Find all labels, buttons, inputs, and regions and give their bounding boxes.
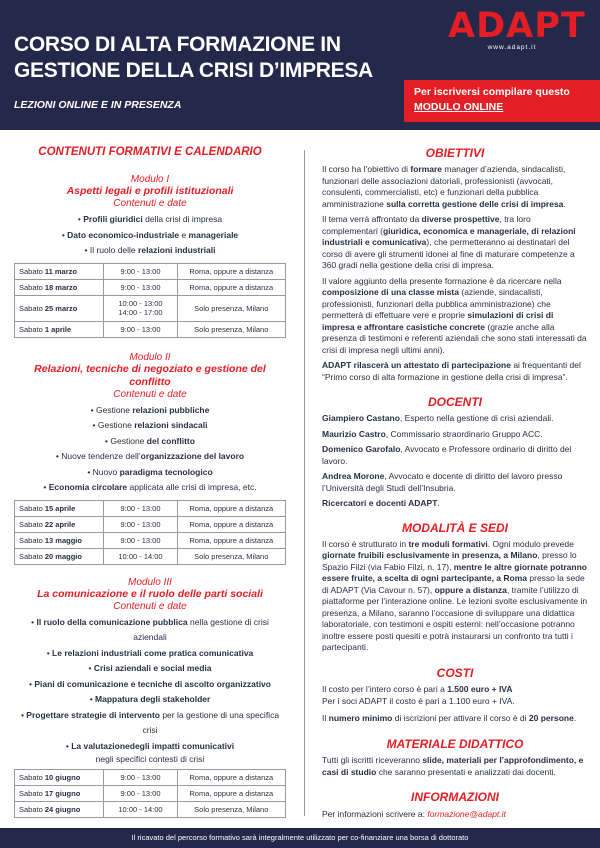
schedule-time: 9:00 - 13:00 (104, 786, 177, 802)
schedule-date: Sabato 10 giugno (15, 770, 104, 786)
schedule-date: Sabato 24 giugno (15, 802, 104, 818)
schedule-date: Sabato 11 marzo (15, 263, 104, 279)
schedule-time: 10:00 - 14:00 (104, 802, 177, 818)
schedule-time: 10:00 - 13:00 14:00 - 17:00 (104, 295, 177, 321)
topic-item: • Profili giuridici della crisi di impresa (14, 212, 286, 228)
module-block (14, 352, 286, 565)
schedule-mode: Roma, oppure a distanza (177, 263, 285, 279)
schedule-row (15, 500, 286, 516)
schedule-time: 9:00 - 13:00 (104, 516, 177, 532)
costi-line3: Il numero minimo di iscrizioni per attivare il corso è di 20 persone. (322, 712, 577, 723)
schedule-row (15, 321, 286, 337)
schedule-date: Sabato 18 marzo (15, 279, 104, 295)
schedule-row (15, 279, 286, 295)
module-topics (14, 615, 286, 766)
left-column (14, 146, 286, 818)
cta-text: Per iscriversi compilare questo (414, 86, 570, 98)
informazioni-title: INFORMAZIONI (411, 790, 499, 804)
schedule-date: Sabato 1 aprile (15, 321, 104, 337)
module-heading (14, 352, 286, 400)
schedule-table (14, 769, 286, 818)
schedule-mode: Roma, oppure a distanza (177, 532, 285, 548)
module-heading (14, 174, 286, 209)
docente-item: Maurizio Castro, Commissario straordinario Gruppo ACC. (322, 428, 543, 439)
docente-item: Andrea Morone, Avvocato e docente di diritto del lavoro presso l’Università degli Studi dell’Insubria. (322, 471, 563, 493)
logo-url: www.adapt.it (487, 44, 537, 51)
schedule-date: Sabato 25 marzo (15, 295, 104, 321)
topic-item: • Gestione relazioni sindacali (14, 418, 286, 434)
docenti-title: DOCENTI (428, 395, 482, 409)
module-number: Modulo III (128, 576, 172, 588)
topic-item: • Piani di comunicazione e tecniche di ascolto organizzativo (14, 677, 286, 693)
topic-item: • Gestione del conflitto (14, 434, 286, 450)
topic-item: • Nuovo paradigma tecnologico (14, 465, 286, 481)
module-block (14, 577, 286, 819)
costi-title: COSTI (436, 665, 474, 680)
schedule-mode: Solo presenza, Milano (177, 295, 285, 321)
schedule-mode: Solo presenza, Milano (177, 802, 285, 818)
topic-item: • Progettare strategie di intervento per la gestione di una specifica crisi (14, 708, 286, 739)
schedule-row (15, 770, 286, 786)
schedule-date: Sabato 22 aprile (15, 516, 104, 532)
adapt-logo[interactable] (448, 6, 586, 51)
docente-item: Giampiero Castano, Esperto nella gestione di crisi aziendali. (322, 413, 554, 423)
schedule-mode: Solo presenza, Milano (177, 321, 285, 337)
topic-item: • Crisi aziendali e social media (14, 661, 286, 677)
schedule-mode: Roma, oppure a distanza (177, 786, 285, 802)
topic-item: • Mappatura degli stakeholder (14, 692, 286, 708)
schedule-date: Sabato 17 giugno (15, 786, 104, 802)
topic-item: • Il ruolo delle relazioni industriali (14, 243, 286, 259)
module-heading (14, 577, 286, 612)
schedule-table (14, 500, 286, 565)
schedule-table (14, 263, 286, 338)
course-title: CORSO DI ALTA FORMAZIONE IN GESTIONE DELLA CRISI D’IMPRESA (14, 33, 373, 82)
module-number: Modulo II (129, 351, 171, 363)
obiettivi-p2: Il tema verrà affrontato da diverse prospettive, tra loro complementari (giuridica, economica e manageriale, di relazioni industriali e comunicativa), che permetteranno ai destinatari del corso di avere gli strumenti idonei al fine di maturare competenze a 360 gradi nella gestione della crisi di impresa. (322, 214, 576, 270)
materiale-title: MATERIALE DIDATTICO (386, 737, 524, 751)
schedule-date: Sabato 20 maggio (15, 548, 104, 564)
topic-item: • Le relazioni industriali come pratica comunicativa (14, 646, 286, 662)
footer-banner: Il ricavato del percorso formativo sarà integralmente utilizzato per co-finanziare una borsa di dottorato (0, 828, 600, 848)
docenti-list (322, 413, 588, 510)
materiale-p1: Tutti gli iscritti riceveranno slide, materiali per l’approfondimento, e casi di studio che saranno presentati e analizzati dai docenti. (322, 755, 584, 777)
modalita-title: MODALITÀ E SEDI (401, 520, 508, 535)
schedule-time: 9:00 - 13:00 (104, 263, 177, 279)
course-subtitle: LEZIONI ONLINE E IN PRESENZA (14, 99, 182, 111)
module-number: Modulo I (130, 174, 170, 185)
schedule-time: 9:00 - 13:00 (104, 321, 177, 337)
module-name: Relazioni, tecniche di negoziato e gestione del conflitto (34, 362, 266, 388)
docente-item: Domenico Garofalo, Avvocato e Professore ordinario di diritto del lavoro. (322, 444, 572, 466)
schedule-time: 9:00 - 13:00 (104, 770, 177, 786)
module-contents-label: Contenuti e date (113, 388, 187, 400)
module-topics (14, 212, 286, 259)
informazioni-text: Per informazioni scrivere a: formazione@adapt.it (322, 809, 506, 819)
topic-item: • Nuove tendenze dell’organizzazione del lavoro (14, 449, 286, 465)
schedule-row (15, 802, 286, 818)
header-banner (0, 0, 600, 130)
contact-email-link[interactable]: formazione@adapt.it (427, 809, 506, 819)
modalita-p1: Il corso è strutturato in tre moduli formativi. Ogni modulo prevede giornate fruibili esclusivamente in presenza, a Milano, presso lo Spazio Filzi (via Fabio Filzi, n. 17), mentre le altre giornate potranno essere fruite, a scelta di ogni partecipante, a Roma presso la sede di ADAPT (Via Cavour n. 57), oppure a distanza, tramite l’utilizzo di piattaforme per l’interazione online. Le lezioni svolte esclusivamente in presenza, a Milano, saranno l’occasione di sviluppare una didattica laboratoriale, con testimoni e ospiti esterni: nell’occasione potranno inoltre essere posti quesiti e potrà instaurarsi un confronto tra tutti i partecipanti. (322, 538, 588, 652)
module-contents-label: Contenuti e date (113, 600, 187, 612)
topic-item: • Gestione relazioni pubbliche (14, 403, 286, 419)
module-name: La comunicazione e il ruolo delle parti sociali (37, 587, 263, 600)
column-divider (304, 150, 305, 816)
schedule-time: 10:00 - 14:00 (104, 548, 177, 564)
schedule-row (15, 786, 286, 802)
costi-line2: Per i soci ADAPT il costo è pari a 1.100 euro + IVA. (322, 696, 515, 706)
schedule-mode: Roma, oppure a distanza (177, 500, 285, 516)
schedule-time: 9:00 - 13:00 (104, 279, 177, 295)
module-name: Aspetti legali e profili istituzionali (66, 185, 234, 197)
topic-item: • Dato economico-industriale e manageriale (14, 228, 286, 244)
schedule-date: Sabato 15 aprile (15, 500, 104, 516)
signup-callout (404, 80, 600, 122)
obiettivi-p1: Il corso ha l’obiettivo di formare manager d’azienda, sindacalisti, funzionari delle associazioni datoriali, professionisti (avvocati, consulenti, commercialisti, etc) e funzionari della pubblica amministrazione sulla corretta gestione delle crisi di impresa. (322, 164, 566, 209)
schedule-row (15, 516, 286, 532)
topic-item: • Economia circolare applicata alle crisi di impresa, etc. (14, 480, 286, 496)
module-block (14, 174, 286, 338)
schedule-mode: Roma, oppure a distanza (177, 279, 285, 295)
module-topics (14, 403, 286, 496)
obiettivi-p3: Il valore aggiunto della presente formazione è da ricercare nella composizione di una classe mista (aziende, sindacalisti, professionisti, funzionari della pubblica amministrazione) che permetterà di effettuare vere e proprie simulazioni di crisi di impresa e affrontare casistiche concrete (grazie anche alla presenza di testimoni e referenti aziendali che sono stati interessati da crisi di impresa negli ultimi anni). (322, 275, 587, 355)
schedule-row (15, 532, 286, 548)
topic-tail: negli specifici contesti di crisi (95, 754, 205, 764)
schedule-time: 9:00 - 13:00 (104, 500, 177, 516)
right-column (322, 146, 588, 821)
topic-item: • La valutazionedegli impatti comunicativi (14, 739, 286, 755)
costi-line1: Il costo per l’intero corso è pari a 1.500 euro + IVA (322, 683, 513, 694)
topic-item: • Il ruolo della comunicazione pubblica nella gestione di crisi aziendali (14, 615, 286, 646)
schedule-row (15, 548, 286, 564)
modules-container (14, 174, 286, 818)
logo-text: ADAPT (448, 6, 586, 46)
online-form-link[interactable]: MODULO ONLINE (414, 101, 504, 113)
module-contents-label: Contenuti e date (113, 198, 187, 209)
docente-item: Ricercatori e docenti ADAPT. (322, 498, 440, 508)
schedule-mode: Solo presenza, Milano (177, 548, 285, 564)
schedule-row (15, 263, 286, 279)
schedule-time: 9:00 - 13:00 (104, 532, 177, 548)
obiettivi-title: OBIETTIVI (425, 146, 485, 160)
schedule-mode: Roma, oppure a distanza (177, 516, 285, 532)
obiettivi-p4: ADAPT rilascerà un attestato di partecipazione ai frequentanti del “Primo corso di alta formazione in gestione della crisi di impresa”. (322, 360, 581, 382)
schedule-row (15, 295, 286, 321)
contents-title: CONTENUTI FORMATIVI E CALENDARIO (38, 146, 262, 158)
schedule-mode: Roma, oppure a distanza (177, 770, 285, 786)
schedule-date: Sabato 13 maggio (15, 532, 104, 548)
